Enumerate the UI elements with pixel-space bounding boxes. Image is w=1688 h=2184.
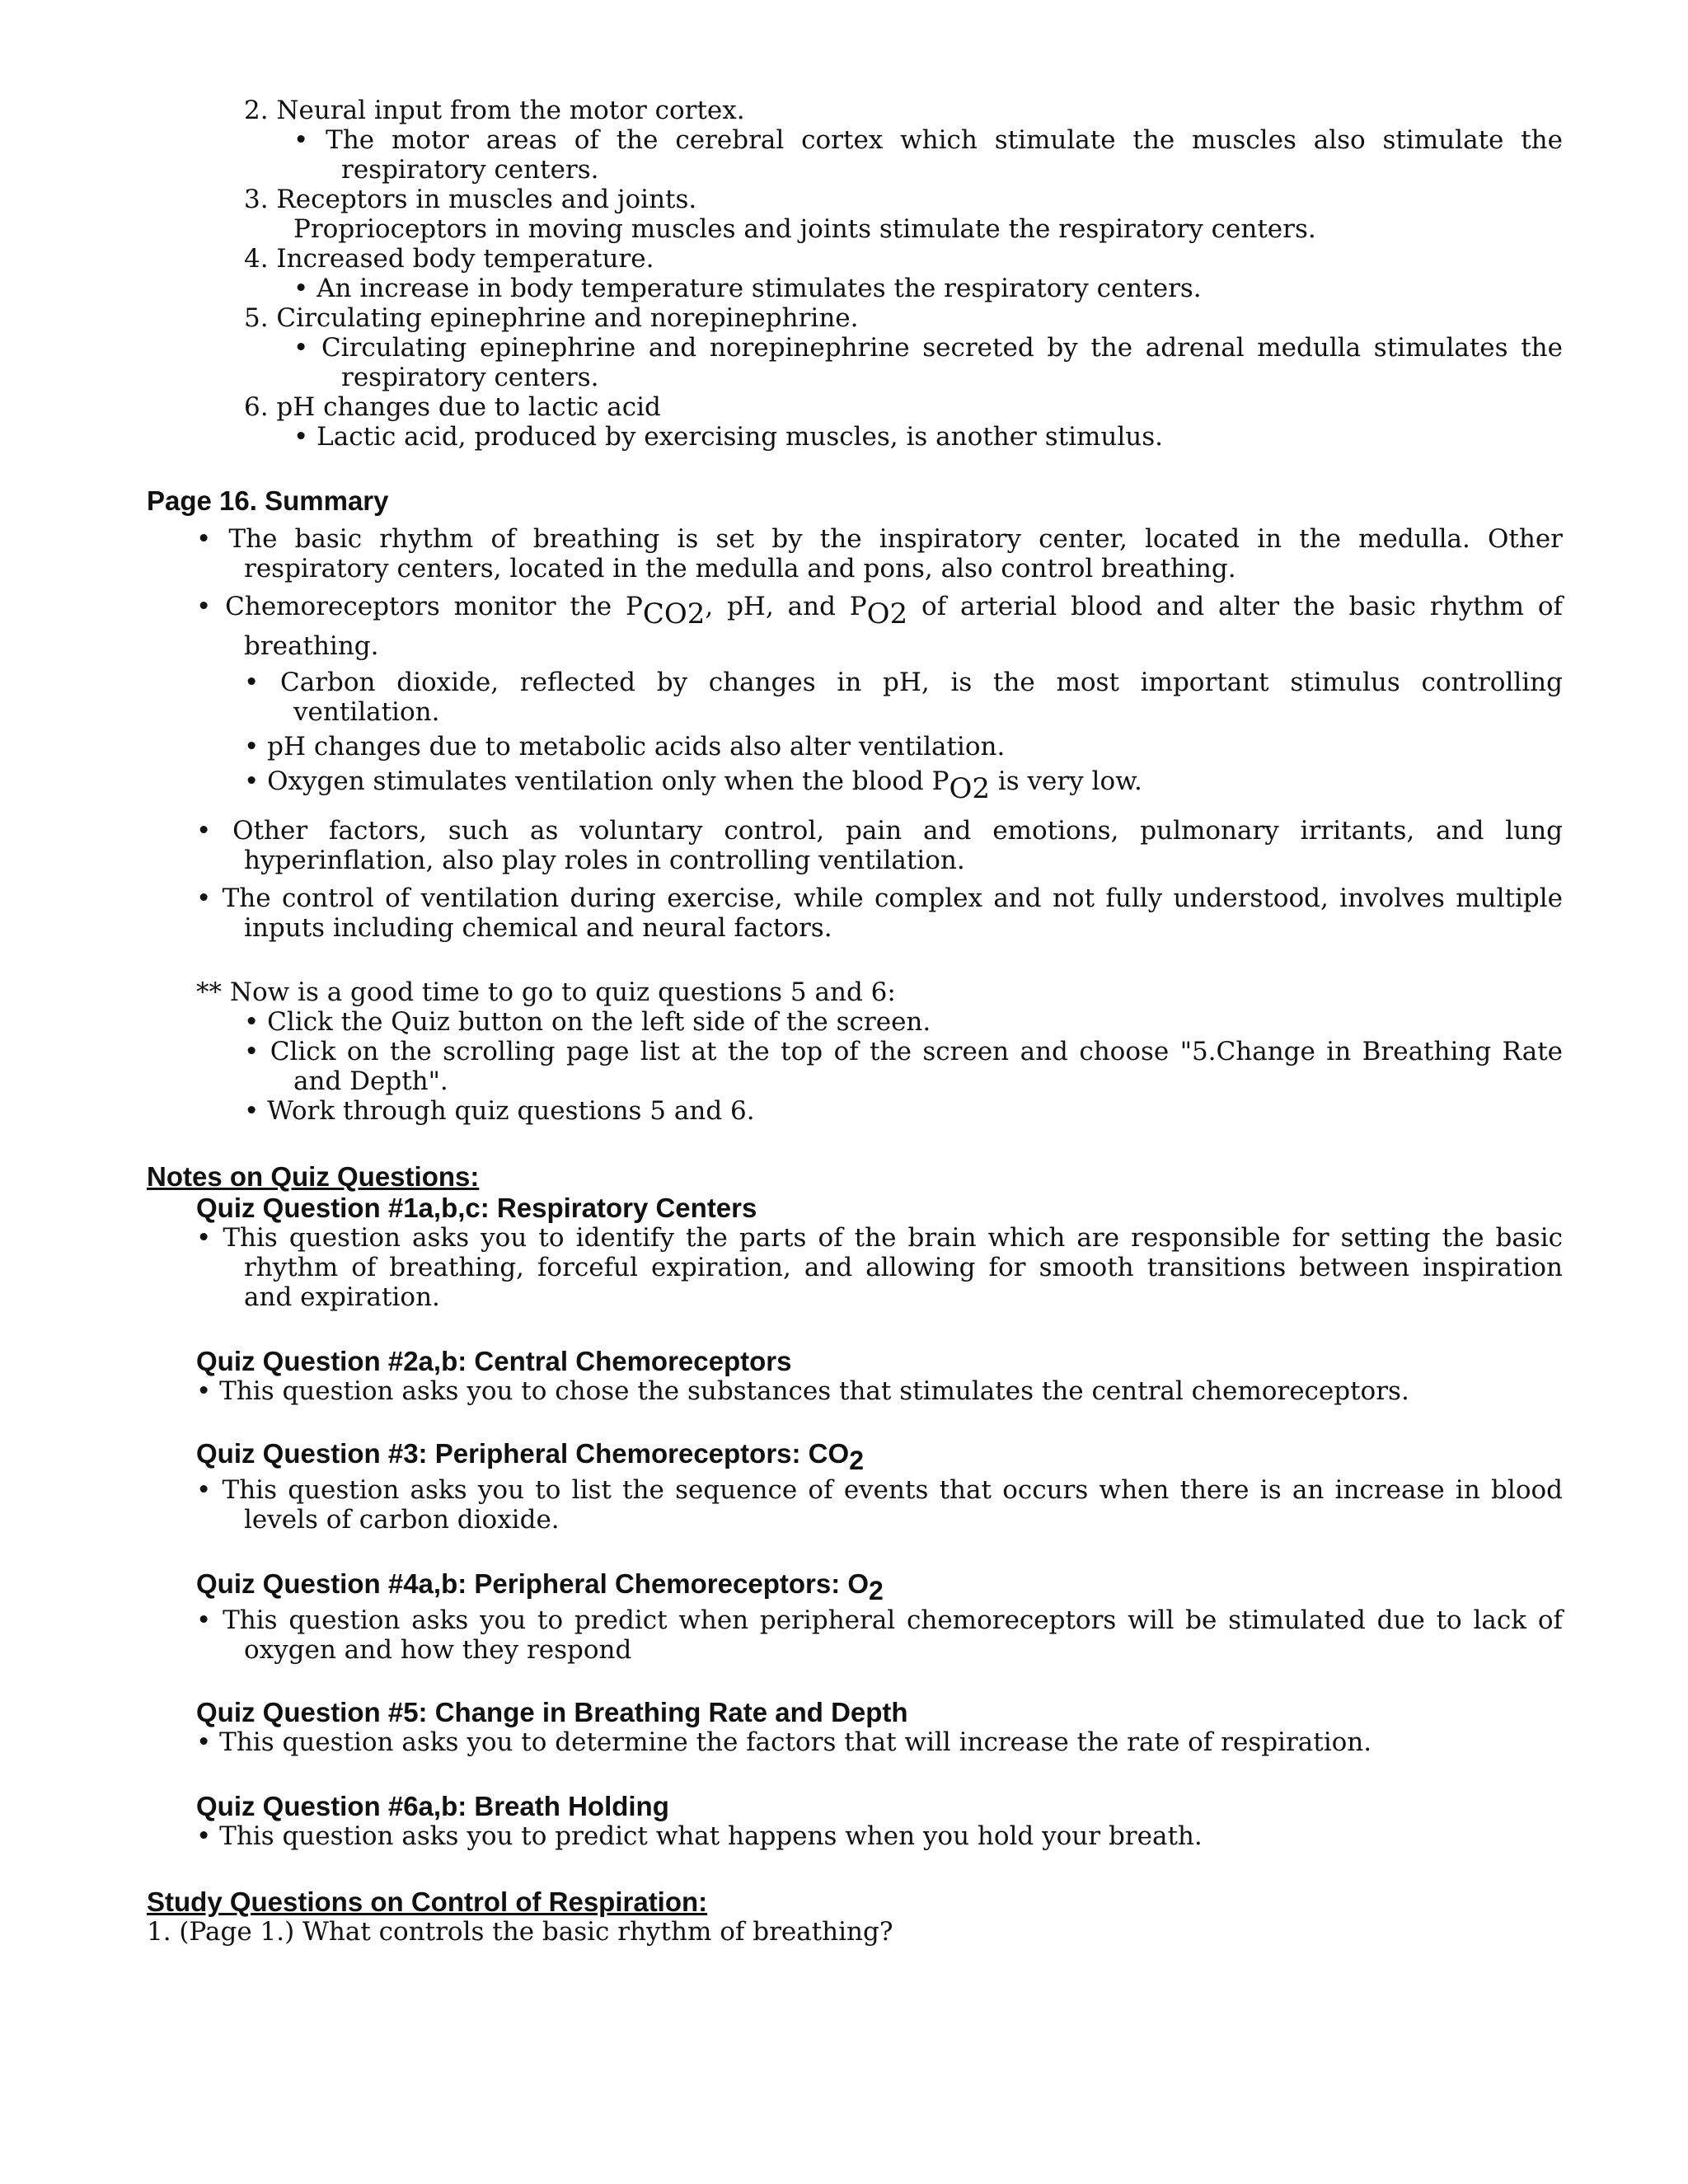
quiz-question-1-text-end: and expiration. xyxy=(244,1282,440,1312)
quiz-question-3-title: Quiz Question #3: Peripheral Chemoreceptors: $CO_2$ xyxy=(196,1438,864,1475)
summary-bullet-4: • The control of ventilation during exercise, while complex and not fully understood, involves multiple xyxy=(196,883,1563,913)
quiz-reminder-step-1: • Click the Quiz button on the left side of the screen. xyxy=(244,1007,931,1037)
list-item-6: 6. pH changes due to lactic acid xyxy=(244,392,661,422)
quiz-question-5-title: Quiz Question #5: Change in Breathing Rate and Depth xyxy=(196,1697,908,1727)
summary-bullet-4-cont: inputs including chemical and neural factors. xyxy=(244,913,832,943)
list-item-5-bullet: • Circulating epinephrine and norepinephrine secreted by the adrenal medulla stimulates the xyxy=(293,333,1563,363)
list-item-6-bullet: • Lactic acid, produced by exercising muscles, is another stimulus. xyxy=(293,422,1163,452)
quiz-question-3-text: • This question asks you to list the sequence of events that occurs when there is an increase in blood xyxy=(196,1475,1563,1505)
quiz-question-1-text-cont: rhythm of breathing, forceful expiration, and allowing for smooth transitions between inspiration xyxy=(244,1253,1563,1282)
list-item-5-bullet-cont: respiratory centers. xyxy=(341,363,599,392)
study-questions-heading: Study Questions on Control of Respiration: xyxy=(147,1886,708,1917)
summary-bullet-1: • The basic rhythm of breathing is set by the inspiratory center, located in the medulla. Other xyxy=(196,524,1563,554)
quiz-question-5-text: • This question asks you to determine the factors that will increase the rate of respiration. xyxy=(196,1727,1372,1757)
summary-bullet-3-cont: hyperinflation, also play roles in controlling ventilation. xyxy=(244,846,965,875)
quiz-question-4-text: • This question asks you to predict when peripheral chemoreceptors will be stimulated due to lack of xyxy=(196,1605,1563,1635)
summary-subbullet-ph: • pH changes due to metabolic acids also alter ventilation. xyxy=(244,732,1006,762)
quiz-question-2-title: Quiz Question #2a,b: Central Chemoreceptors xyxy=(196,1346,792,1376)
summary-subbullet-co2-cont: ventilation. xyxy=(293,697,440,727)
quiz-question-2-text: • This question asks you to chose the substances that stimulates the central chemoreceptors. xyxy=(196,1376,1409,1406)
quiz-question-3-text-cont: levels of carbon dioxide. xyxy=(244,1505,560,1535)
study-question-1: 1. (Page 1.) What controls the basic rhythm of breathing? xyxy=(147,1917,893,1947)
summary-heading: Page 16. Summary xyxy=(147,485,389,516)
summary-bullet-1-cont: respiratory centers, located in the medulla and pons, also control breathing. xyxy=(244,554,1236,583)
list-item-4: 4. Increased body temperature. xyxy=(244,244,654,274)
list-item-2-bullet-cont: respiratory centers. xyxy=(341,155,599,185)
quiz-reminder-step-3: • Work through quiz questions 5 and 6. xyxy=(244,1096,755,1126)
quiz-question-6-title: Quiz Question #6a,b: Breath Holding xyxy=(196,1791,669,1821)
quiz-reminder-intro: ** Now is a good time to go to quiz questions 5 and 6: xyxy=(196,977,896,1007)
list-item-3-text: Proprioceptors in moving muscles and joints stimulate the respiratory centers. xyxy=(293,214,1316,244)
summary-bullet-2-cont: breathing. xyxy=(244,631,379,661)
list-item-3: 3. Receptors in muscles and joints. xyxy=(244,185,697,214)
summary-bullet-2: • Chemoreceptors monitor the $P_{CO2}$, pH, and $P_{O2}$ of arterial blood and alter the basic rhythm of xyxy=(196,592,1563,630)
quiz-question-4-title: Quiz Question #4a,b: Peripheral Chemoreceptors: $O_2$ xyxy=(196,1568,884,1605)
quiz-question-1-text: • This question asks you to identify the parts of the brain which are responsible for setting the basic xyxy=(196,1223,1563,1253)
list-item-2: 2. Neural input from the motor cortex. xyxy=(244,96,745,125)
quiz-question-4-text-cont: oxygen and how they respond xyxy=(244,1635,632,1665)
quiz-reminder-step-2-cont: and Depth". xyxy=(293,1066,448,1096)
quiz-question-6-text: • This question asks you to predict what happens when you hold your breath. xyxy=(196,1821,1203,1851)
summary-bullet-3: • Other factors, such as voluntary control, pain and emotions, pulmonary irritants, and lung xyxy=(196,816,1563,846)
quiz-notes-heading: Notes on Quiz Questions: xyxy=(147,1161,480,1192)
list-item-4-bullet: • An increase in body temperature stimulates the respiratory centers. xyxy=(293,274,1202,303)
summary-subbullet-co2: • Carbon dioxide, reflected by changes in pH, is the most important stimulus controlling xyxy=(244,668,1563,697)
summary-subbullet-oxygen: • Oxygen stimulates ventilation only when the blood $P_{O2}$ is very low. xyxy=(244,766,1142,805)
list-item-2-bullet: • The motor areas of the cerebral cortex which stimulate the muscles also stimulate the xyxy=(293,125,1563,155)
quiz-reminder-step-2: • Click on the scrolling page list at the top of the screen and choose "5.Change in Breathing Rate xyxy=(244,1037,1563,1066)
list-item-5: 5. Circulating epinephrine and norepinephrine. xyxy=(244,303,859,333)
quiz-question-1-title: Quiz Question #1a,b,c: Respiratory Centers xyxy=(196,1193,757,1223)
